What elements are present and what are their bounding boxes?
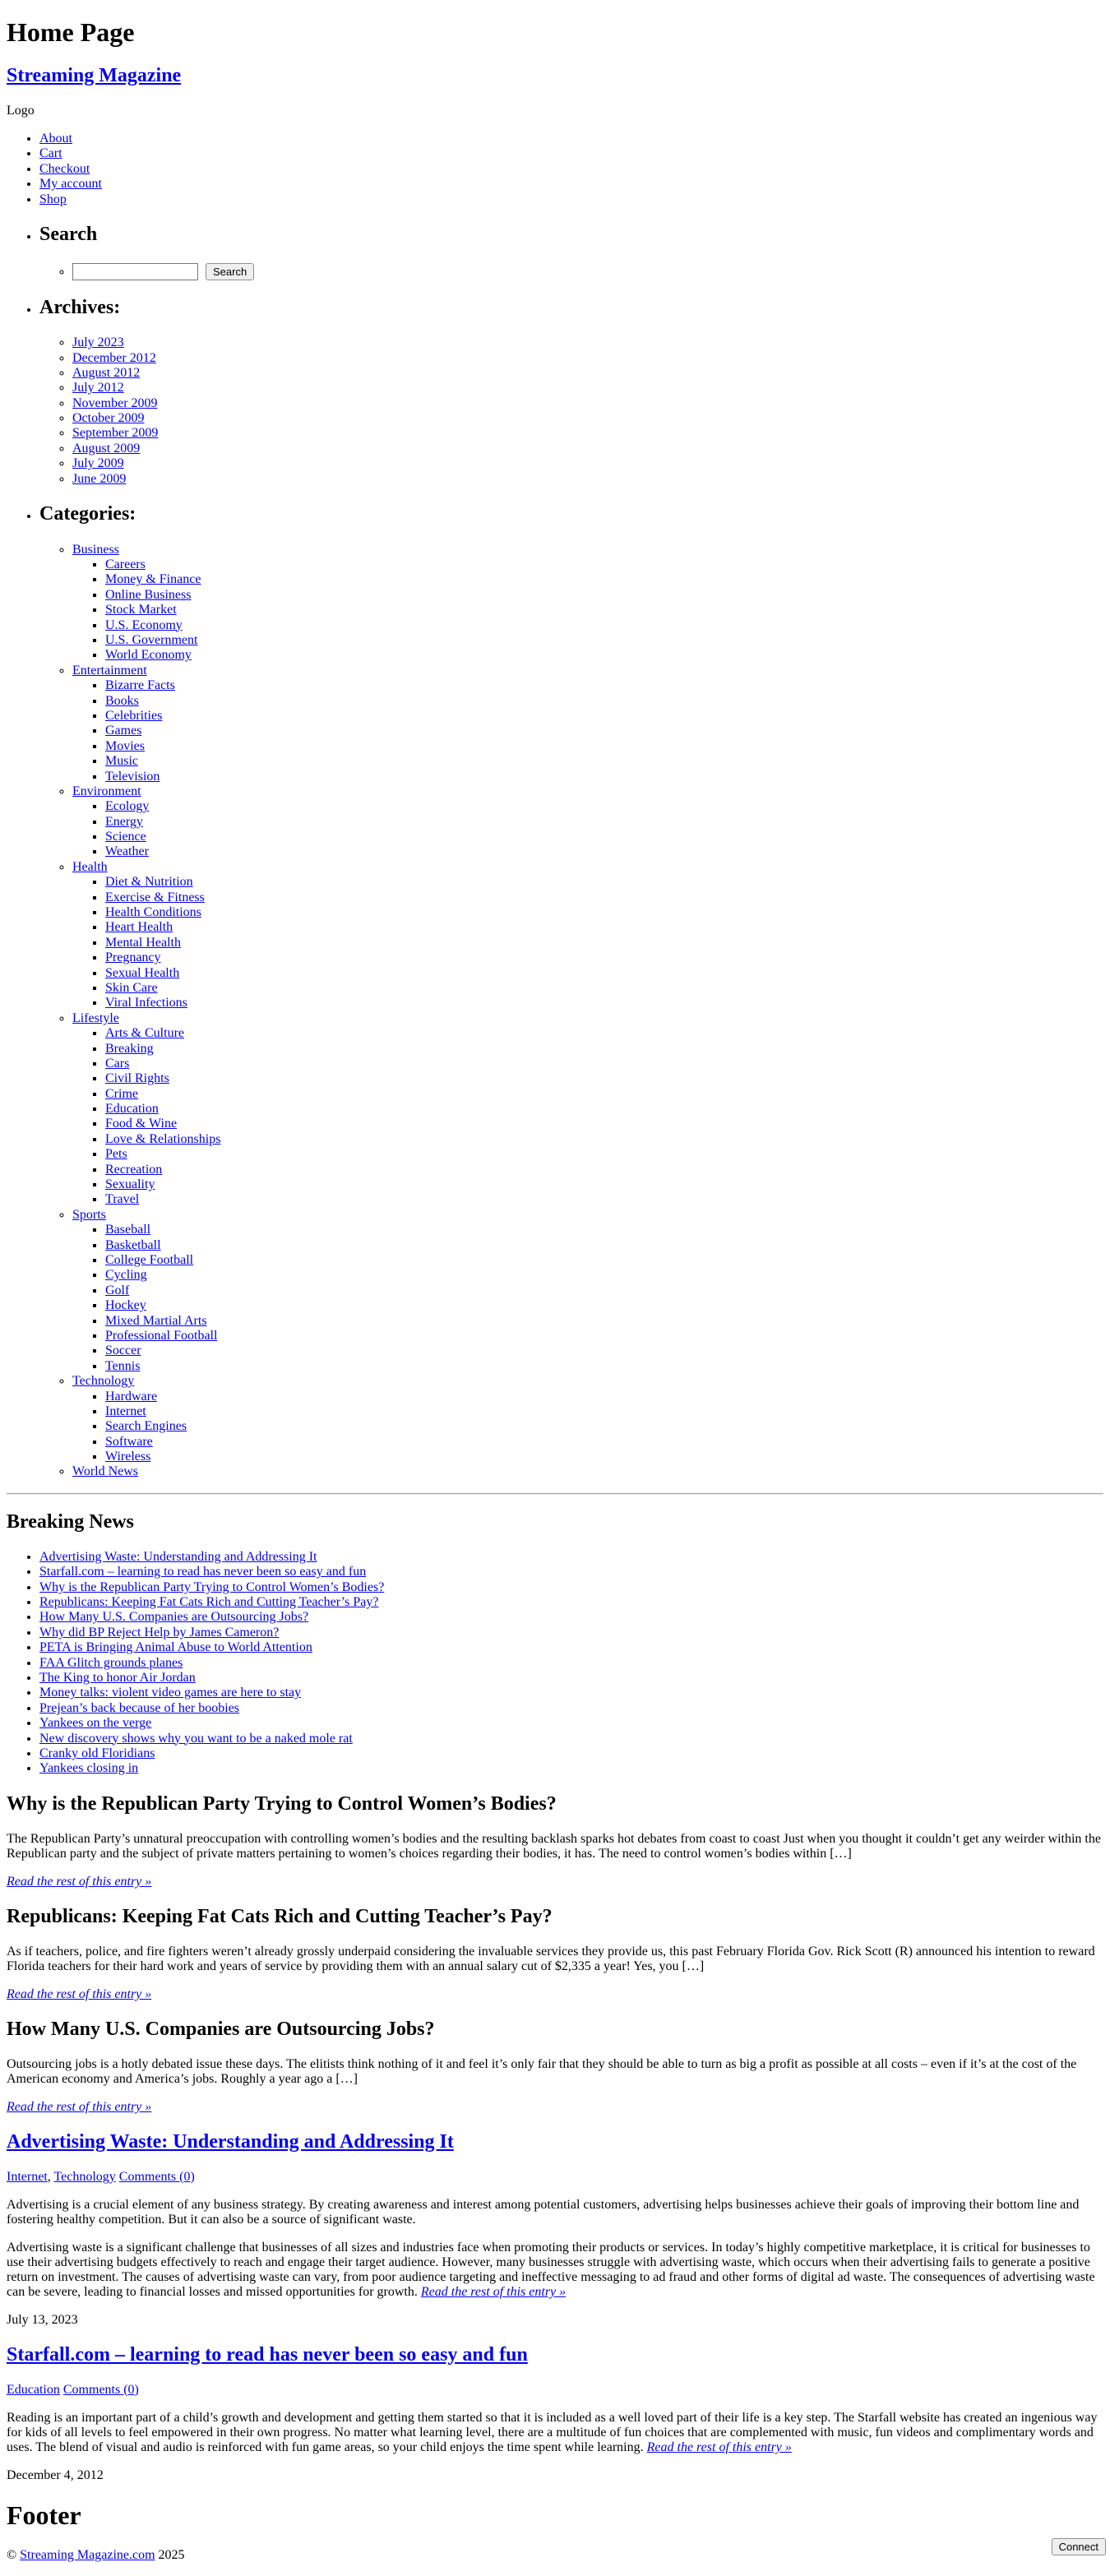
archive-link[interactable]: August 2012 — [72, 365, 141, 380]
subcategory-link[interactable]: U.S. Economy — [105, 617, 183, 632]
news-link[interactable]: Republicans: Keeping Fat Cats Rich and Cutting Teacher’s Pay? — [39, 1595, 379, 1610]
nav-item — [39, 192, 1103, 207]
search-input[interactable] — [72, 263, 198, 280]
news-item — [39, 1656, 1103, 1671]
category-link[interactable]: Sports — [72, 1207, 106, 1222]
subcategory-item — [105, 815, 1103, 830]
subcategory-item — [105, 905, 1103, 920]
post-title — [7, 2019, 1103, 2041]
post-comments-link[interactable]: Comments (0) — [118, 2169, 195, 2184]
subcategory-link[interactable]: Hockey — [105, 1298, 146, 1313]
news-item — [39, 1761, 1103, 1776]
widget-archives — [39, 297, 1103, 488]
post-date: December 4, 2012 — [7, 2467, 104, 2482]
news-link[interactable]: FAA Glitch grounds planes — [39, 1655, 183, 1670]
footer-heading: Footer — [7, 2500, 81, 2530]
subcategory-link[interactable]: Pets — [105, 1147, 127, 1162]
nav-item — [39, 177, 1103, 192]
subcategory-link[interactable]: Professional Football — [105, 1328, 218, 1343]
news-item — [39, 1746, 1103, 1761]
categories-list — [39, 543, 1103, 1480]
category-link[interactable]: Entertainment — [72, 663, 147, 678]
subcategory-link[interactable]: College Football — [105, 1253, 194, 1267]
copyright-site-link[interactable]: Streaming Magazine.com — [20, 2547, 155, 2562]
category-item — [72, 1464, 1103, 1479]
subcategory-link[interactable]: Love & Relationships — [105, 1131, 221, 1146]
subcategory-item — [105, 936, 1103, 950]
archive-link[interactable]: October 2009 — [72, 411, 145, 426]
subcategory-link[interactable]: U.S. Government — [105, 632, 198, 647]
category-link[interactable]: Environment — [72, 784, 141, 798]
subcategory-link[interactable]: Celebrities — [105, 708, 163, 723]
category-item — [72, 1208, 1103, 1374]
subcategory-item — [105, 1390, 1103, 1404]
post — [7, 1906, 1103, 2002]
subcategory-item — [105, 1450, 1103, 1464]
subcategory-item — [105, 1435, 1103, 1450]
news-item — [39, 1686, 1103, 1700]
archive-item — [72, 411, 1103, 426]
nav-link[interactable]: Checkout — [39, 161, 90, 176]
subcategory-item — [105, 1087, 1103, 1102]
subcategory-item — [105, 966, 1103, 981]
news-item — [39, 1626, 1103, 1640]
subcategory-link[interactable]: Basketball — [105, 1237, 161, 1252]
read-more-link[interactable]: Read the rest of this entry » — [420, 2284, 567, 2299]
site-title-link[interactable]: Streaming Magazine — [7, 65, 182, 86]
news-link[interactable]: Yankees on the verge — [39, 1716, 152, 1731]
subcategory-link[interactable]: Tennis — [105, 1358, 141, 1373]
category-item — [72, 860, 1103, 1011]
subcategory-link[interactable]: Health Conditions — [105, 905, 201, 920]
post-category-link[interactable]: Internet — [7, 2169, 48, 2184]
subcategory-link[interactable]: Recreation — [105, 1162, 163, 1177]
subcategory-link[interactable]: Search Engines — [105, 1419, 187, 1434]
subcategory-list — [72, 557, 1103, 664]
subcategory-item — [105, 981, 1103, 996]
subcategory-link[interactable]: Money & Finance — [105, 572, 201, 587]
nav-link[interactable]: Cart — [39, 146, 62, 161]
search-widget-list — [39, 263, 1103, 280]
subcategory-item — [105, 648, 1103, 663]
divider — [7, 1493, 1103, 1495]
post-paragraph-text: Advertising waste is a significant challenge that businesses of all sizes and industries face when promoting their products or services. In today’s highly competitive marketplace, it is critical for businesses to use their advertising budgets effectively to reach and engage their target audience. However, many businesses struggle with advertising waste, which occurs when their advertising fails to generate a positive return on investment. The causes of advertising waste can vary, from poor audience targeting and ineffective messaging to ad fraud and other forms of digital ad waste. The consequences of advertising waste can be severe, leading to financial losses and missed opportunities for growth. — [7, 2240, 1095, 2299]
subcategory-link[interactable]: Baseball — [105, 1223, 151, 1237]
subcategory-link[interactable]: Heart Health — [105, 920, 173, 935]
post-title-link[interactable]: Starfall.com – learning to read has never been so easy and fun — [7, 2343, 528, 2366]
subcategory-link[interactable]: Energy — [105, 814, 143, 829]
post-title-text: Republicans: Keeping Fat Cats Rich and Cutting Teacher’s Pay? — [7, 1905, 553, 1927]
subcategory-list — [72, 799, 1103, 860]
subcategory-item — [105, 1163, 1103, 1177]
news-item — [39, 1640, 1103, 1655]
sidebar-widgets — [7, 224, 1103, 1480]
search-button[interactable]: Search — [206, 263, 254, 280]
subcategory-link[interactable]: Science — [105, 830, 146, 844]
subcategory-item — [105, 709, 1103, 724]
subcategory-list — [72, 1026, 1103, 1208]
post-paragraph-text: Outsourcing jobs is a hotly debated issue these days. The elitists think nothing of it and feel it’s only fair that they should be able to turn as big a profit as possible at all costs – even if it’s at the cost of the American economy and America’s jobs. Roughly a year ago a […] — [7, 2056, 1077, 2086]
archive-link[interactable]: June 2009 — [72, 471, 127, 486]
archive-link[interactable]: November 2009 — [72, 395, 158, 410]
news-link[interactable]: Money talks: violent video games are here to stay — [39, 1686, 302, 1700]
search-form-item — [72, 263, 1103, 280]
category-item — [72, 1011, 1103, 1208]
subcategory-item — [105, 754, 1103, 769]
post — [7, 2344, 1103, 2483]
category-link[interactable]: Technology — [72, 1374, 135, 1389]
subcategory-link[interactable]: World Economy — [105, 648, 192, 663]
post — [7, 2131, 1103, 2328]
archives-list — [39, 335, 1103, 487]
subcategory-link[interactable]: Software — [105, 1434, 153, 1449]
subcategory-link[interactable]: Television — [105, 769, 160, 784]
subcategory-item — [105, 1419, 1103, 1434]
archive-item — [72, 396, 1103, 411]
news-item — [39, 1580, 1103, 1595]
category-link[interactable]: Business — [72, 542, 119, 557]
subcategory-item — [105, 739, 1103, 754]
subcategory-item — [105, 1359, 1103, 1374]
subcategory-link[interactable]: Crime — [105, 1086, 138, 1101]
subcategory-item — [105, 633, 1103, 648]
subcategory-link[interactable]: Weather — [105, 844, 149, 859]
archive-item — [72, 472, 1103, 487]
primary-nav — [7, 132, 1103, 207]
subcategory-link[interactable]: Sexuality — [105, 1177, 155, 1192]
subcategory-link[interactable]: Movies — [105, 738, 145, 753]
subcategory-item — [105, 618, 1103, 633]
subcategory-item — [105, 844, 1103, 859]
post-paragraph — [7, 1945, 1103, 1974]
post-title — [7, 1793, 1103, 1815]
subcategory-link[interactable]: Pregnancy — [105, 950, 161, 965]
categories-heading: • Categories: — [39, 503, 136, 525]
subcategory-item — [105, 950, 1103, 965]
archive-link[interactable]: July 2023 — [72, 335, 124, 350]
nav-link[interactable]: My account — [39, 177, 102, 192]
subcategory-link[interactable]: Hardware — [105, 1389, 158, 1404]
subcategory-link[interactable]: Internet — [105, 1404, 146, 1418]
subcategory-item — [105, 1283, 1103, 1298]
archive-item — [72, 366, 1103, 381]
archive-item — [72, 381, 1103, 395]
news-link[interactable]: PETA is Bringing Animal Abuse to World Attention — [39, 1640, 312, 1655]
category-item — [72, 543, 1103, 664]
subcategory-link[interactable]: Careers — [105, 557, 146, 572]
archive-link[interactable]: July 2009 — [72, 456, 124, 471]
breaking-news-heading: Breaking News — [7, 1510, 134, 1533]
subcategory-link[interactable]: Breaking — [105, 1041, 154, 1056]
subcategory-link[interactable]: Wireless — [105, 1450, 151, 1464]
subcategory-item — [105, 1268, 1103, 1283]
subcategory-item — [105, 1404, 1103, 1419]
search-heading: • Search — [39, 223, 98, 245]
subcategory-list — [72, 1390, 1103, 1465]
post-title — [7, 2344, 1103, 2366]
subcategory-item — [105, 1298, 1103, 1313]
subcategory-link[interactable]: Music — [105, 754, 138, 769]
nav-item — [39, 132, 1103, 146]
category-item — [72, 784, 1103, 860]
subcategory-item — [105, 1329, 1103, 1343]
read-more-link[interactable]: Read the rest of this entry » — [646, 2440, 792, 2454]
read-more-paragraph — [7, 1987, 1103, 2002]
site-title — [7, 65, 1103, 87]
subcategory-item — [105, 1071, 1103, 1086]
subcategory-link[interactable]: Mixed Martial Arts — [105, 1313, 207, 1328]
subcategory-link[interactable]: Ecology — [105, 799, 150, 814]
archive-item — [72, 351, 1103, 366]
archive-link[interactable]: December 2012 — [72, 350, 156, 365]
archive-item — [72, 426, 1103, 441]
news-link[interactable]: Yankees closing in — [39, 1761, 139, 1776]
read-more-link[interactable]: Read the rest of this entry » — [7, 1874, 152, 1889]
subcategory-item — [105, 678, 1103, 693]
news-item — [39, 1595, 1103, 1610]
subcategory-item — [105, 1147, 1103, 1162]
subcategory-list — [72, 678, 1103, 784]
news-item — [39, 1701, 1103, 1716]
post-meta: Internet, Technology Comments (0) — [7, 2169, 195, 2184]
subcategory-link[interactable]: Civil Rights — [105, 1071, 169, 1086]
subcategory-item — [105, 875, 1103, 890]
post-category-link[interactable]: Technology — [53, 2169, 116, 2184]
subcategory-item — [105, 770, 1103, 784]
archive-item — [72, 335, 1103, 350]
subcategory-link[interactable]: Golf — [105, 1283, 130, 1297]
subcategory-item — [105, 1238, 1103, 1253]
search-form — [72, 265, 254, 279]
news-link[interactable]: Starfall.com – learning to read has never been so easy and fun — [39, 1565, 367, 1579]
category-item — [72, 664, 1103, 784]
post-paragraph-text: Advertising is a crucial element of any business strategy. By creating awareness and interest among potential customers, advertising helps businesses achieve their goals of improving their bottom line and fostering healthy competition. But it can also be a source of significant waste. — [7, 2197, 1080, 2227]
post-comments-link[interactable]: Comments (0) — [62, 2382, 139, 2397]
nav-link[interactable]: Shop — [39, 192, 67, 206]
read-more-link[interactable]: Read the rest of this entry » — [7, 2099, 152, 2114]
subcategory-item — [105, 572, 1103, 587]
news-item — [39, 1716, 1103, 1731]
subcategory-link[interactable]: Sexual Health — [105, 965, 180, 980]
post-title-text: How Many U.S. Companies are Outsourcing Jobs? — [7, 2018, 435, 2040]
read-more-paragraph — [7, 2100, 1103, 2115]
subcategory-item — [105, 1102, 1103, 1117]
copyright-line — [7, 2548, 1103, 2563]
news-link[interactable]: Cranky old Floridians — [39, 1746, 155, 1760]
subcategory-item — [105, 1253, 1103, 1268]
subcategory-link[interactable]: Travel — [105, 1192, 140, 1207]
news-link[interactable]: Why is the Republican Party Trying to Control Women’s Bodies? — [39, 1579, 385, 1594]
subcategory-item — [105, 603, 1103, 617]
news-item — [39, 1732, 1103, 1746]
post-paragraph — [7, 2411, 1103, 2455]
post — [7, 2019, 1103, 2115]
news-link[interactable]: The King to honor Air Jordan — [39, 1670, 196, 1685]
subcategory-link[interactable]: Online Business — [105, 587, 192, 602]
read-more-paragraph — [7, 1875, 1103, 1889]
archive-link[interactable]: August 2009 — [72, 441, 141, 456]
archive-item — [72, 442, 1103, 456]
subcategory-item — [105, 694, 1103, 709]
post-category-link[interactable]: Education — [7, 2382, 60, 2397]
copyright-symbol: © — [7, 2547, 17, 2562]
subcategory-link[interactable]: Arts & Culture — [105, 1026, 184, 1041]
post-date: July 13, 2023 — [7, 2312, 78, 2327]
post-title-link[interactable]: Advertising Waste: Understanding and Addressing It — [7, 2130, 454, 2153]
subcategory-link[interactable]: Exercise & Fitness — [105, 890, 205, 904]
news-item — [39, 1610, 1103, 1625]
subcategory-item — [105, 724, 1103, 738]
subcategory-link[interactable]: Games — [105, 724, 142, 738]
subcategory-link[interactable]: Cars — [105, 1056, 130, 1071]
breaking-news-section — [7, 1511, 1103, 1777]
subcategory-link[interactable]: Books — [105, 693, 139, 708]
archives-heading: • Archives: — [39, 296, 121, 318]
nav-link[interactable]: About — [39, 132, 72, 146]
post — [7, 1793, 1103, 1889]
subcategory-item — [105, 1026, 1103, 1041]
subcategory-item — [105, 1192, 1103, 1207]
archive-item — [72, 456, 1103, 471]
subcategory-item — [105, 830, 1103, 844]
post-title-text: Why is the Republican Party Trying to Control Women’s Bodies? — [7, 1792, 557, 1815]
subcategory-item — [105, 1042, 1103, 1057]
post-title — [7, 1906, 1103, 1928]
copyright-year: 2025 — [158, 2547, 185, 2562]
posts-area — [7, 1793, 1103, 2483]
news-item — [39, 1565, 1103, 1579]
connect-button[interactable]: Connect — [1052, 2538, 1106, 2555]
subcategory-list — [72, 1223, 1103, 1374]
post-paragraph — [7, 1832, 1103, 1861]
subcategory-link[interactable]: Mental Health — [105, 935, 181, 950]
category-link[interactable]: World News — [72, 1464, 139, 1479]
subcategory-item — [105, 557, 1103, 572]
site-header — [7, 65, 1103, 207]
archive-link[interactable]: July 2012 — [72, 381, 124, 395]
subcategory-item — [105, 1132, 1103, 1147]
subcategory-item — [105, 996, 1103, 1011]
page-title: Home Page — [7, 17, 135, 47]
category-item — [72, 1374, 1103, 1464]
subcategory-item — [105, 1177, 1103, 1192]
post-paragraph — [7, 2057, 1103, 2087]
subcategory-item — [105, 1314, 1103, 1329]
widget-search — [39, 224, 1103, 280]
post-meta — [7, 2383, 1103, 2398]
subcategory-link[interactable]: Viral Infections — [105, 996, 187, 1011]
news-item — [39, 1550, 1103, 1565]
news-link[interactable]: Prejean’s back because of her boobies — [39, 1700, 240, 1715]
post-paragraph — [7, 2198, 1103, 2227]
news-link[interactable]: How Many U.S. Companies are Outsourcing Jobs? — [39, 1610, 309, 1625]
news-link[interactable]: New discovery shows why you want to be a naked mole rat — [39, 1731, 353, 1746]
subcategory-link[interactable]: Soccer — [105, 1343, 141, 1358]
subcategory-link[interactable]: Education — [105, 1102, 159, 1117]
site-logo: Logo — [7, 104, 35, 118]
subcategory-list — [72, 875, 1103, 1011]
subcategory-link[interactable]: Diet & Nutrition — [105, 875, 193, 890]
post-paragraph-text: The Republican Party’s unnatural preoccupation with controlling women’s bodies and the resulting backlash sparks hot debates from coast to coast Just when you thought it couldn’t get any weirder within the Republican party and the subject of private matters pertaining to women’s choices regarding their bodies, it has. The need to control women’s bodies within […] — [7, 1831, 1101, 1861]
post-title — [7, 2131, 1103, 2153]
news-item — [39, 1671, 1103, 1686]
post-paragraph-text: Reading is an important part of a child’s growth and development and getting them started so that it is included as a well loved part of their life is a key step. The Starfall website has created an ingenious way for kids of all levels to feel empowered in their own progress. No matter what learning level, there are a multitude of fun choices that are complemented with music, fun videos and complimentary words and uses. The blend of visual and audio is reinforced with fun game areas, so your child enjoys the time spent while learning. — [7, 2410, 1098, 2454]
subcategory-item — [105, 1223, 1103, 1237]
subcategory-link[interactable]: Food & Wine — [105, 1117, 178, 1131]
subcategory-link[interactable]: Stock Market — [105, 603, 177, 617]
subcategory-item — [105, 1117, 1103, 1131]
read-more-link[interactable]: Read the rest of this entry » — [7, 1986, 152, 2001]
subcategory-link[interactable]: Skin Care — [105, 980, 158, 995]
breaking-news-list — [7, 1550, 1103, 1777]
subcategory-link[interactable]: Cycling — [105, 1268, 147, 1283]
nav-item — [39, 162, 1103, 177]
widget-categories — [39, 503, 1103, 1480]
news-link[interactable]: Advertising Waste: Understanding and Addressing It — [39, 1549, 317, 1564]
nav-item — [39, 146, 1103, 161]
site-footer — [7, 2500, 1103, 2563]
news-link[interactable]: Why did BP Reject Help by James Cameron? — [39, 1625, 280, 1639]
subcategory-link[interactable]: Bizarre Facts — [105, 678, 175, 693]
category-link[interactable]: Lifestyle — [72, 1011, 119, 1025]
subcategory-item — [105, 920, 1103, 935]
post-paragraph-text: As if teachers, police, and fire fighters weren’t already grossly underpaid considering the invaluable services they provide us, this past February Florida Gov. Rick Scott (R) announced his intention to reward Florida teachers for their hard work and years of service by providing them with an annual salary cut of $2,335 a year! Yes, you […] — [7, 1944, 1095, 1973]
subcategory-item — [105, 1343, 1103, 1358]
post-paragraph — [7, 2241, 1103, 2300]
subcategory-item — [105, 799, 1103, 814]
category-link[interactable]: Health — [72, 859, 108, 874]
subcategory-item — [105, 588, 1103, 603]
subcategory-item — [105, 890, 1103, 905]
subcategory-item — [105, 1057, 1103, 1071]
archive-link[interactable]: September 2009 — [72, 426, 159, 441]
